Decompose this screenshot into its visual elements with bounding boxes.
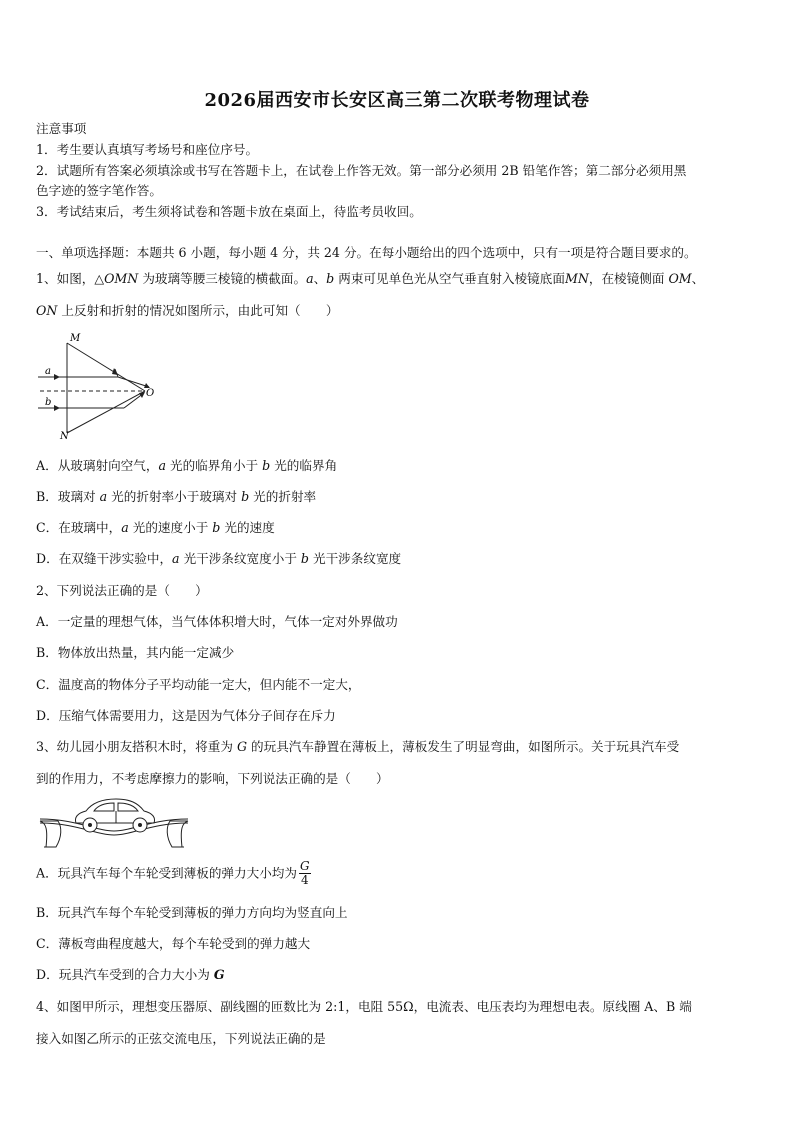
notice-heading: 注意事项 [36,121,87,136]
notice-item-2-cont: 色字迹的签字笔作答。 [36,183,162,198]
q2-option-c: C．温度高的物体分子平均动能一定大，但内能不一定大， [36,677,361,692]
fraction-g-over-4: $\frac{G}{4}$ [299,859,310,887]
q1-option-a: A．从玻璃射向空气，a 光的临界角小于 b 光的临界角 [36,458,338,473]
q1-stem-line2: ON 上反射和折射的情况如图所示，由此可知（ ） [36,303,339,318]
notice-item-2: 2．试题所有答案必须填涂或书写在答题卡上，在试卷上作答无效。第一部分必须用 2B 铅笔作答；第二部分必须用黑 [36,163,687,178]
notice-item-1: 1．考生要认真填写考场号和座位序号。 [36,142,259,157]
q4-stem-line2: 接入如图乙所示的正弦交流电压，下列说法正确的是 [36,1031,326,1046]
q1-option-d: D．在双缝干涉实验中，a 光干涉条纹宽度小于 b 光干涉条纹宽度 [36,551,402,566]
section-heading: 一、单项选择题：本题共 6 小题，每小题 4 分，共 24 分。在每小题给出的四个选项中，只有一项是符合题目要求的。 [36,245,697,260]
label-N: N [60,431,69,442]
q3-option-b: B．玩具汽车每个车轮受到薄板的弹力方向均为竖直向上 [36,905,348,920]
prism-figure [36,330,166,442]
q1-option-c: C．在玻璃中，a 光的速度小于 b 光的速度 [36,520,275,535]
q2-stem: 2、下列说法正确的是（ ） [36,583,208,598]
q2-option-b: B．物体放出热量，其内能一定减少 [36,645,235,660]
q2-option-a: A．一定量的理想气体，当气体体积增大时，气体一定对外界做功 [36,614,398,629]
notice-item-3: 3．考试结束后，考生须将试卷和答题卡放在桌面上，待监考员收回。 [36,204,422,219]
label-a: a [45,366,51,377]
exam-title: 2026届西安市长安区高三第二次联考物理试卷 [204,90,590,111]
toy-car-figure [36,795,192,855]
q3-option-a: A．玩具汽车每个车轮受到薄板的弹力大小均为 $\frac{G}{4}$ [36,859,310,887]
q2-option-d: D．压缩气体需要用力，这是因为气体分子间存在斥力 [36,708,336,723]
q1-option-b: B．玻璃对 a 光的折射率小于玻璃对 b 光的折射率 [36,489,317,504]
q3-stem-line1: 3、幼儿园小朋友搭积木时，将重为 G 的玩具汽车静置在薄板上，薄板发生了明显弯曲，如图所示。关于玩具汽车受 [36,739,680,754]
label-O: O [146,388,155,399]
label-b: b [45,397,52,408]
q3-option-c: C．薄板弯曲程度越大，每个车轮受到的弹力越大 [36,936,311,951]
q1-stem-line1: 1、如图，△OMN 为玻璃等腰三棱镜的横截面。a、b 两束可见单色光从空气垂直射入棱镜底面MN，在棱镜侧面 OM、 [36,271,705,286]
q3-stem-line2: 到的作用力，不考虑摩擦力的影响，下列说法正确的是（ ） [36,771,389,786]
q4-stem-line1: 4、如图甲所示，理想变压器原、副线圈的匝数比为 2:1，电阻 55Ω，电流表、电压表均为理想电表。原线圈 A、B 端 [36,999,692,1014]
label-M: M [70,333,81,344]
q3-option-d: D．玩具汽车受到的合力大小为 G [36,967,225,982]
